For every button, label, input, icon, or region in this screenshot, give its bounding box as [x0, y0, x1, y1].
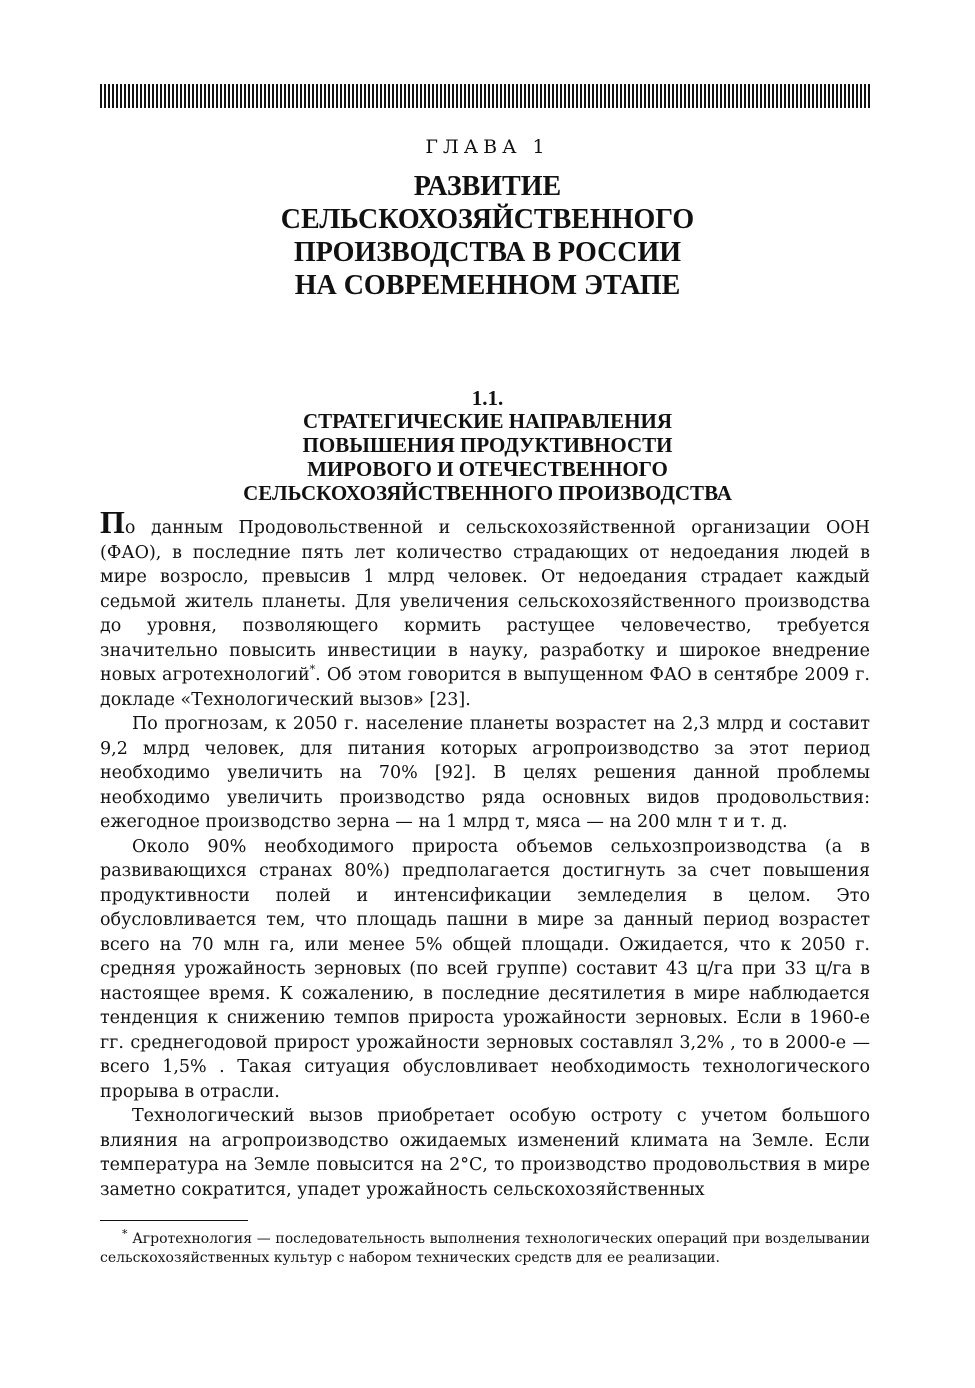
footnote-text: Агротехнология — последовательность выполнения технологических операций при возделывании сельскохозяйственных культур с набором технических средств для ее реализации.	[100, 1231, 870, 1266]
footnote-mark: *	[122, 1227, 128, 1241]
chapter-title	[0, 170, 975, 302]
paragraph-1-text: о данным Продовольственной и сельскохозяйственной организации ООН (ФАО), в последние пять лет количество страдающих от недоедания людей в мире возросло, превысив 1 млрд человек. От недоедания страдает каждый седьмой житель планеты. Для увеличения сельскохозяйственного производства до уровня, позволяющего кормить растущее человечество, требуется значительно повысить инвестиции в науку, разработку и широкое внедрение новых агротехнологий	[100, 518, 870, 685]
section-title-line: ПОВЫШЕНИЯ ПРОДУКТИВНОСТИ	[302, 433, 673, 457]
footnote-separator	[100, 1220, 248, 1221]
section-title-line: СЕЛЬСКОХОЗЯЙСТВЕННОГО ПРОИЗВОДСТВА	[243, 481, 732, 505]
paragraph-1	[100, 504, 870, 712]
section-title-line: СТРАТЕГИЧЕСКИЕ НАПРАВЛЕНИЯ	[302, 409, 673, 433]
paragraph-3: Около 90% необходимого прироста объемов сельхозпроизводства (а в развивающихся странах 80%) предполагается достигнуть за счет повышения продуктивности полей и интенсификации земледелия в целом. Это обусловливается тем, что площадь пашни в мире за данный период возрастет всего на 70 млн га, или менее 5% общей площади. Ожидается, что к 2050 г. средняя урожайность зерновых (по всей группе) составит 43 ц/га при 33 ц/га в настоящее время. К сожалению, в последние десятилетия в мире наблюдается тенденция к снижению темпов прироста урожайности зерновых. Если в 1960-е гг. среднегодовой прирост урожайности зерновых составлял 3,2% , то в 2000-е — всего 1,5% . Такая ситуация обусловливает необходимость технологического прорыва в отрасли.	[100, 836, 870, 1102]
chapter-title-line: СЕЛЬСКОХОЗЯЙСТВЕННОГО	[280, 204, 695, 235]
chapter-title-line: РАЗВИТИЕ	[413, 171, 562, 202]
footnote-reference: *	[309, 663, 316, 677]
section-title	[0, 409, 975, 505]
section-title-line: МИРОВОГО И ОТЕЧЕСТВЕННОГО	[307, 457, 668, 481]
chapter-title-line: ПРОИЗВОДСТВА В РОССИИ	[293, 237, 682, 268]
drop-cap: П	[100, 504, 125, 540]
paragraph-2: По прогнозам, к 2050 г. население планеты возрастет на 2,3 млрд и составит 9,2 млрд человек, для питания которых агропроизводство за этот период необходимо увеличить на 70% [92]. В целях решения данной проблемы необходимо увеличить производство ряда основных видов продовольствия: ежегодное производство зерна — на 1 млрд т, мяса — на 200 млн т и т. д.	[100, 714, 870, 832]
section-number: 1.1.	[471, 386, 504, 410]
footnote	[100, 1227, 870, 1268]
body-text	[100, 504, 870, 1202]
paragraph-1-text-continued: . Об этом говорится в выпущенном ФАО в сентябре 2009 г. докладе «Технологический вызов» [23].	[100, 665, 870, 710]
paragraph-4: Технологический вызов приобретает особую остроту с учетом большого влияния на агропроизводство ожидаемых изменений климата на Земле. Если температура на Земле повысится на 2°С, то производство продовольствия в мире заметно сократится, упадет урожайность сельскохозяйственных	[100, 1106, 870, 1200]
chapter-label: ГЛАВА 1	[425, 136, 550, 158]
decorative-header-rule	[100, 84, 870, 108]
chapter-title-line: НА СОВРЕМЕННОМ ЭТАПЕ	[294, 270, 681, 301]
